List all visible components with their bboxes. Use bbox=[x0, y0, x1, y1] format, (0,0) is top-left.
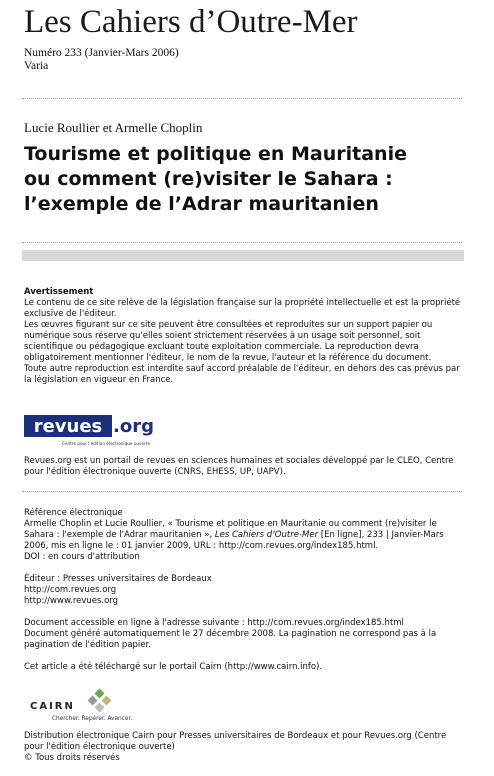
revues-logo-suffix: .org bbox=[113, 416, 154, 437]
revues-description: Revues.org est un portail de revues en sciences humaines et sociales développé par le CLEO, Centre pour l'édition électronique ouverte (CNRS, EHESS, UP, UAPV). bbox=[24, 456, 454, 477]
reference-section bbox=[24, 508, 466, 673]
reference-doi: DOI : en cours d'attribution bbox=[24, 552, 140, 562]
cairn-logo[interactable] bbox=[28, 687, 153, 723]
revues-org-logo[interactable] bbox=[24, 415, 162, 447]
issue-info bbox=[24, 47, 179, 73]
cairn-logo-word: CAIRN bbox=[30, 701, 75, 712]
cairn-download-note: Cet article a été téléchargé sur le portail Cairn (http://www.cairn.info). bbox=[24, 662, 323, 672]
revues-logo-tagline: Centre pour l'édition électronique ouverte bbox=[62, 441, 151, 446]
issue-number: Numéro 233 (Janvier-Mars 2006) bbox=[24, 47, 179, 59]
citation-start: Armelle Choplin et Lucie Roullier, « Tourisme et politique en Mauritanie ou comment (re)visiter le Sahara : l'exemple de l'Adrar mauritanien », bbox=[24, 519, 437, 540]
notice-heading: Avertissement bbox=[24, 287, 94, 297]
issue-section: Varia bbox=[24, 60, 49, 72]
distribution-note: Distribution électronique Cairn pour Presses universitaires de Bordeaux et pour Revues.org (Centre pour l'édition électronique ouverte) bbox=[24, 731, 447, 752]
spacer bbox=[24, 607, 466, 618]
title-line-1: Tourisme et politique en Mauritanie bbox=[24, 143, 407, 165]
cairn-diamond-icon bbox=[88, 689, 112, 713]
reference-citation bbox=[24, 519, 466, 552]
cairn-logo-tagline: Chercher. Repérer. Avancer. bbox=[52, 716, 133, 722]
divider-reference bbox=[22, 491, 462, 492]
distribution-footer bbox=[24, 731, 466, 764]
citation-journal: Les Cahiers d’Outre-Mer bbox=[214, 530, 319, 540]
notice-paragraph: Toute autre reproduction est interdite sauf accord préalable de l'éditeur, en dehors des cas prévus par la législation en vigueur en France. bbox=[24, 364, 460, 385]
article-authors: Lucie Roullier et Armelle Choplin bbox=[24, 120, 203, 135]
title-line-2: ou comment (re)visiter le Sahara : bbox=[24, 168, 393, 190]
publisher-name: Éditeur : Presses universitaires de Bordeaux bbox=[24, 574, 212, 584]
spacer bbox=[24, 651, 466, 662]
article-title bbox=[24, 142, 464, 217]
journal-title: Les Cahiers d’Outre-Mer bbox=[24, 4, 358, 40]
notice-paragraph: Le contenu de ce site relève de la législation française sur la propriété intellectuelle et est la propriété exclusive de l'éditeur. bbox=[24, 298, 461, 319]
document-generated: Document généré automatiquement le 27 décembre 2008. La pagination ne correspond pas à la pagination de l'édition papier. bbox=[24, 629, 437, 650]
reference-heading: Référence électronique bbox=[24, 508, 123, 518]
citation-end: [En ligne], 233 | Janvier-Mars 2006, mis en ligne le : 01 janvier 2009, URL : http://com.revues.org/index185.html. bbox=[24, 530, 444, 551]
revues-url-link[interactable]: http://www.revues.org bbox=[24, 596, 119, 606]
divider-title bbox=[22, 242, 462, 243]
rights-note: © Tous droits réservés bbox=[24, 753, 120, 763]
copyright-notice bbox=[24, 287, 466, 386]
publisher-url-link[interactable]: http://com.revues.org bbox=[24, 585, 117, 595]
revues-logo-word: revues bbox=[33, 416, 103, 437]
notice-paragraph: Les œuvres figurant sur ce site peuvent être consultées et reproduites sur un support papier ou numérique sous réserve qu'elles soient strictement réservées à un usage soit personnel, soit scientifique ou pédagogique excluant toute exploitation commerciale. La reproduction devra obligatoirement mentionner l'éditeur, le nom de la revue, l'auteur et la référence du document. bbox=[24, 320, 433, 363]
spacer bbox=[24, 563, 466, 574]
title-line-3: l’exemple de l’Adrar mauritanien bbox=[24, 193, 379, 215]
divider-top bbox=[22, 98, 462, 99]
grey-separator-bar bbox=[22, 250, 464, 261]
document-access: Document accessible en ligne à l'adresse suivante : http://com.revues.org/index185.html bbox=[24, 618, 404, 628]
